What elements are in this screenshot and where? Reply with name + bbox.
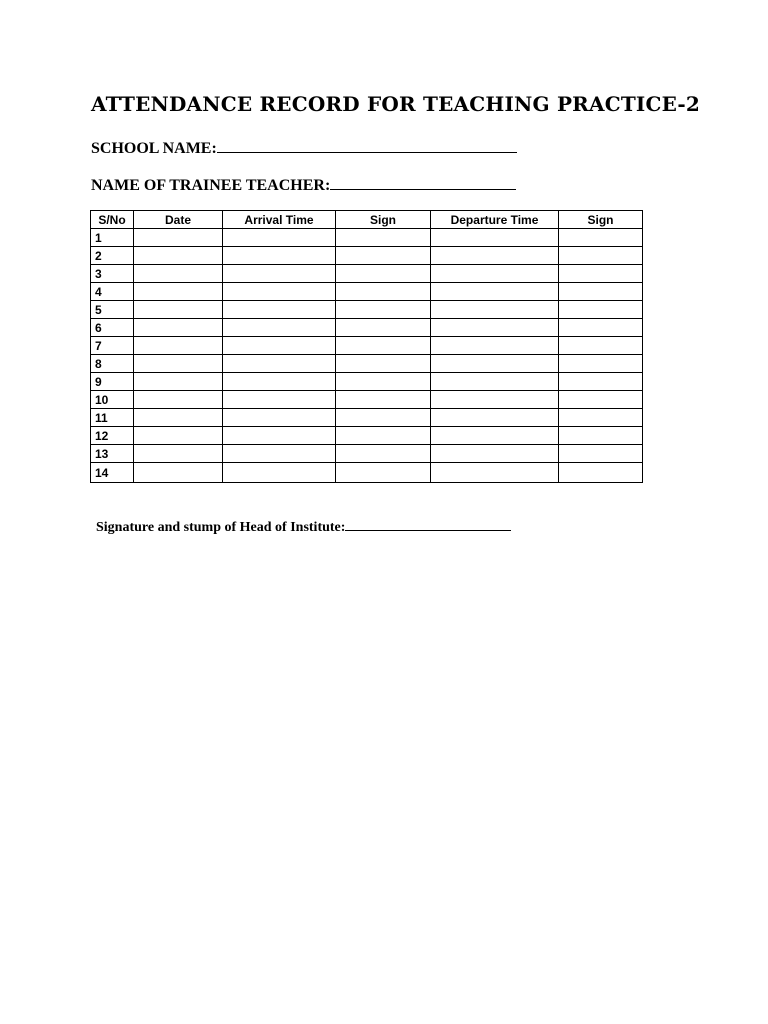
departure-sign-cell[interactable]	[559, 445, 643, 463]
table-header-row	[91, 211, 643, 229]
arrival-time-cell[interactable]	[223, 229, 336, 247]
date-cell[interactable]	[134, 391, 223, 409]
sno-cell: 7	[91, 337, 134, 355]
table-row	[91, 229, 643, 247]
date-cell[interactable]	[134, 409, 223, 427]
departure-time-cell[interactable]	[431, 283, 559, 301]
departure-time-cell[interactable]	[431, 355, 559, 373]
table-row	[91, 337, 643, 355]
arrival-time-cell[interactable]	[223, 391, 336, 409]
head-signature-field	[96, 518, 511, 536]
departure-time-cell[interactable]	[431, 409, 559, 427]
departure-time-cell[interactable]	[431, 229, 559, 247]
departure-sign-cell[interactable]	[559, 319, 643, 337]
departure-time-cell[interactable]	[431, 337, 559, 355]
sno-cell: 6	[91, 319, 134, 337]
table-row	[91, 409, 643, 427]
date-cell[interactable]	[134, 337, 223, 355]
header-arrival-time: Arrival Time	[223, 211, 336, 229]
departure-sign-cell[interactable]	[559, 427, 643, 445]
table-row	[91, 265, 643, 283]
trainee-name-blank	[330, 175, 516, 190]
departure-sign-cell[interactable]	[559, 391, 643, 409]
table-row	[91, 355, 643, 373]
sno-cell: 5	[91, 301, 134, 319]
school-name-field	[91, 138, 517, 158]
sno-cell: 10	[91, 391, 134, 409]
table-row	[91, 463, 643, 483]
page-title: ATTENDANCE RECORD FOR TEACHING PRACTICE-2	[91, 92, 701, 116]
departure-time-cell[interactable]	[431, 463, 559, 483]
arrival-sign-cell[interactable]	[336, 283, 431, 301]
table-row	[91, 427, 643, 445]
arrival-time-cell[interactable]	[223, 337, 336, 355]
sno-cell: 13	[91, 445, 134, 463]
date-cell[interactable]	[134, 265, 223, 283]
sno-cell: 2	[91, 247, 134, 265]
date-cell[interactable]	[134, 355, 223, 373]
sno-cell: 11	[91, 409, 134, 427]
sno-cell: 1	[91, 229, 134, 247]
departure-sign-cell[interactable]	[559, 463, 643, 483]
arrival-sign-cell[interactable]	[336, 355, 431, 373]
arrival-time-cell[interactable]	[223, 427, 336, 445]
arrival-time-cell[interactable]	[223, 319, 336, 337]
date-cell[interactable]	[134, 427, 223, 445]
arrival-time-cell[interactable]	[223, 373, 336, 391]
departure-sign-cell[interactable]	[559, 409, 643, 427]
arrival-sign-cell[interactable]	[336, 247, 431, 265]
table-row	[91, 283, 643, 301]
school-name-label: SCHOOL NAME:	[91, 140, 217, 157]
departure-time-cell[interactable]	[431, 445, 559, 463]
date-cell[interactable]	[134, 373, 223, 391]
departure-time-cell[interactable]	[431, 301, 559, 319]
sno-cell: 12	[91, 427, 134, 445]
header-departure-sign: Sign	[559, 211, 643, 229]
sno-cell: 3	[91, 265, 134, 283]
arrival-time-cell[interactable]	[223, 445, 336, 463]
table-row	[91, 247, 643, 265]
departure-sign-cell[interactable]	[559, 265, 643, 283]
arrival-time-cell[interactable]	[223, 301, 336, 319]
header-sno: S/No	[91, 211, 134, 229]
arrival-time-cell[interactable]	[223, 247, 336, 265]
arrival-sign-cell[interactable]	[336, 391, 431, 409]
arrival-sign-cell[interactable]	[336, 337, 431, 355]
header-departure-time: Departure Time	[431, 211, 559, 229]
departure-sign-cell[interactable]	[559, 229, 643, 247]
date-cell[interactable]	[134, 463, 223, 483]
arrival-sign-cell[interactable]	[336, 229, 431, 247]
arrival-sign-cell[interactable]	[336, 445, 431, 463]
sno-cell: 9	[91, 373, 134, 391]
arrival-time-cell[interactable]	[223, 283, 336, 301]
departure-sign-cell[interactable]	[559, 283, 643, 301]
arrival-sign-cell[interactable]	[336, 409, 431, 427]
departure-sign-cell[interactable]	[559, 247, 643, 265]
arrival-time-cell[interactable]	[223, 265, 336, 283]
arrival-time-cell[interactable]	[223, 463, 336, 483]
attendance-table	[90, 210, 643, 483]
departure-sign-cell[interactable]	[559, 301, 643, 319]
table-row	[91, 373, 643, 391]
departure-time-cell[interactable]	[431, 373, 559, 391]
table-row	[91, 445, 643, 463]
table-row	[91, 391, 643, 409]
departure-time-cell[interactable]	[431, 265, 559, 283]
date-cell[interactable]	[134, 283, 223, 301]
departure-time-cell[interactable]	[431, 247, 559, 265]
header-arrival-sign: Sign	[336, 211, 431, 229]
date-cell[interactable]	[134, 301, 223, 319]
departure-time-cell[interactable]	[431, 427, 559, 445]
departure-time-cell[interactable]	[431, 319, 559, 337]
arrival-sign-cell[interactable]	[336, 301, 431, 319]
header-date: Date	[134, 211, 223, 229]
date-cell[interactable]	[134, 229, 223, 247]
arrival-sign-cell[interactable]	[336, 463, 431, 483]
sno-cell: 8	[91, 355, 134, 373]
table-row	[91, 301, 643, 319]
arrival-sign-cell[interactable]	[336, 373, 431, 391]
table-body	[91, 229, 643, 483]
sno-cell: 4	[91, 283, 134, 301]
arrival-sign-cell[interactable]	[336, 427, 431, 445]
trainee-name-label: NAME OF TRAINEE TEACHER:	[91, 177, 331, 194]
date-cell[interactable]	[134, 319, 223, 337]
date-cell[interactable]	[134, 445, 223, 463]
school-name-blank	[217, 138, 517, 153]
departure-time-cell[interactable]	[431, 391, 559, 409]
arrival-sign-cell[interactable]	[336, 319, 431, 337]
arrival-sign-cell[interactable]	[336, 265, 431, 283]
arrival-time-cell[interactable]	[223, 409, 336, 427]
departure-sign-cell[interactable]	[559, 355, 643, 373]
trainee-name-field	[91, 175, 516, 195]
head-signature-label: Signature and stump of Head of Institute:	[96, 520, 346, 535]
table-row	[91, 319, 643, 337]
sno-cell: 14	[91, 463, 134, 483]
date-cell[interactable]	[134, 247, 223, 265]
departure-sign-cell[interactable]	[559, 337, 643, 355]
arrival-time-cell[interactable]	[223, 355, 336, 373]
head-signature-blank	[345, 518, 511, 531]
departure-sign-cell[interactable]	[559, 373, 643, 391]
